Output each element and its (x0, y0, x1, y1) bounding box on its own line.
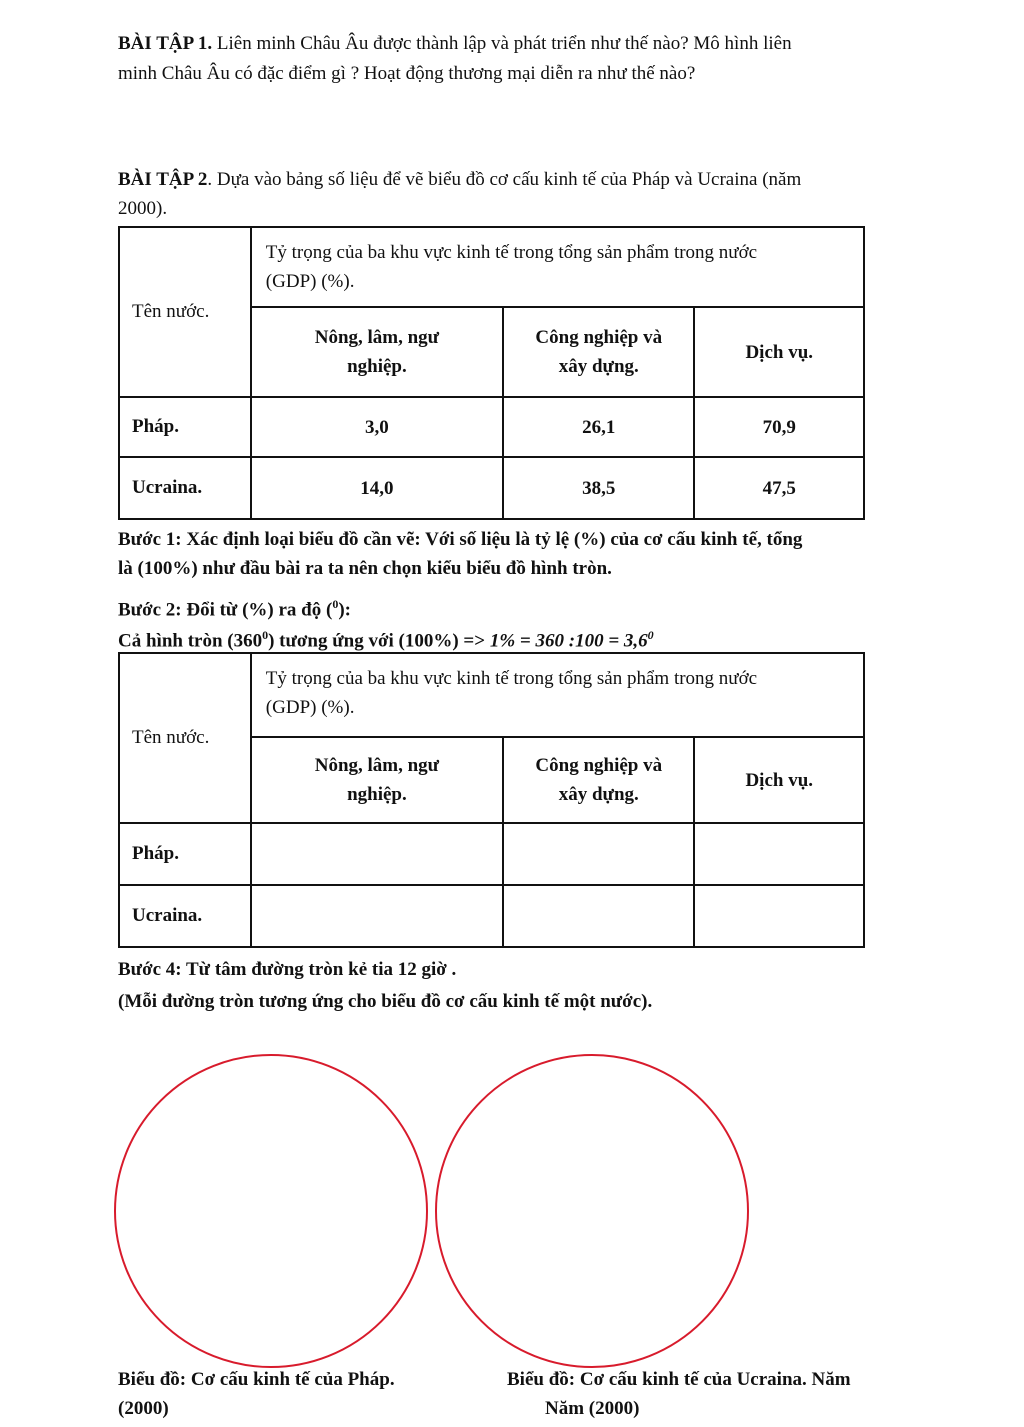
step-1-line-1: Bước 1: Xác định loại biểu đồ cần vẽ: Với số liệu là tỷ lệ (%) của cơ cấu kinh tế, tổng (118, 529, 803, 550)
step-2-end: ): (338, 599, 351, 621)
col-country-header (119, 227, 251, 397)
col-industry-header (503, 737, 694, 823)
industry-line-2: xây dựng. (558, 784, 639, 805)
gdp-header-line-1: Tỷ trọng của ba khu vực kinh tế trong tổng sản phẩm trong nước (265, 668, 758, 689)
col-industry-header (503, 307, 694, 397)
agri-line-1: Nông, lâm, ngư (314, 755, 440, 776)
exercise-1-line-1 (118, 29, 792, 58)
industry-line-1: Công nghiệp và (535, 327, 663, 348)
exercise-2-label: BÀI TẬP 2 (118, 169, 208, 190)
degree-sup: 0 (332, 597, 339, 611)
col-country-label: Tên nước. (132, 301, 210, 322)
ukraine-pie-circle (435, 1054, 749, 1368)
services-value: 47,5 (694, 457, 864, 519)
step-1-line-2: là (100%) như đầu bài ra ta nên chọn kiểu biểu đồ hình tròn. (118, 558, 612, 579)
industry-line-1: Công nghiệp và (535, 755, 663, 776)
col-services-header: Dịch vụ. (694, 307, 864, 397)
services-value: 70,9 (694, 397, 864, 457)
empty-cell (503, 823, 694, 885)
industry-line-2: xây dựng. (558, 356, 639, 377)
agri-line-1: Nông, lâm, ngư (314, 327, 440, 348)
step-2-text: Bước 2: Đổi từ (%) ra độ ( (118, 599, 333, 621)
step-4-line-1: Bước 4: Từ tâm đường tròn kẻ tia 12 giờ . (118, 959, 457, 980)
empty-cell (251, 885, 503, 947)
exercise-1-text: Liên minh Châu Âu được thành lập và phát triển như thế nào? Mô hình liên (212, 33, 792, 54)
gdp-header-line-1: Tỷ trọng của ba khu vực kinh tế trong tổng sản phẩm trong nước (265, 242, 758, 263)
ukraine-caption-line-2: Năm (2000) (545, 1398, 640, 1419)
empty-cell (251, 823, 503, 885)
degree-table (118, 652, 865, 948)
gdp-header (251, 227, 864, 307)
gdp-header (251, 653, 864, 737)
table-row (119, 457, 864, 519)
country-cell: Ucraina. (119, 457, 251, 519)
exercise-1-line-2: minh Châu Âu có đặc điểm gì ? Hoạt động thương mại diễn ra như thế nào? (118, 63, 696, 84)
full-circle-text: Cả hình tròn (360 (118, 630, 263, 652)
france-caption-line-1: Biểu đồ: Cơ cấu kinh tế của Pháp. (118, 1369, 395, 1390)
conversion-formula: 1% = 360 :100 = 3,6 (489, 630, 648, 652)
agri-line-2: nghiệp. (347, 356, 407, 377)
step-4-line-2: (Mỗi đường tròn tương ứng cho biểu đồ cơ cấu kinh tế một nước). (118, 991, 653, 1012)
table-row (119, 397, 864, 457)
col-agri-header (251, 737, 503, 823)
industry-value: 26,1 (503, 397, 694, 457)
exercise-1-label: BÀI TẬP 1. (118, 33, 213, 54)
agri-line-2: nghiệp. (347, 784, 407, 805)
col-country-header (119, 653, 251, 823)
ukraine-caption-line-1: Biểu đồ: Cơ cấu kinh tế của Ucraina. Năm (507, 1369, 851, 1390)
table-row (119, 823, 864, 885)
full-circle-line (118, 621, 654, 655)
france-caption-line-2: (2000) (118, 1398, 169, 1419)
country-cell: Pháp. (119, 397, 251, 457)
gdp-header-line-2: (GDP) (%). (265, 271, 355, 292)
table-row (119, 885, 864, 947)
col-services-header: Dịch vụ. (694, 737, 864, 823)
col-agri-header (251, 307, 503, 397)
gdp-header-line-2: (GDP) (%). (265, 697, 355, 718)
full-circle-mid: ) tương ứng với (100%) => (268, 630, 490, 652)
industry-value: 38,5 (503, 457, 694, 519)
exercise-2-text: . Dựa vào bảng số liệu để vẽ biểu đồ cơ cấu kinh tế của Pháp và Ucraina (năm (207, 169, 802, 190)
step-2 (118, 590, 351, 624)
country-cell: Ucraina. (119, 885, 251, 947)
empty-cell (694, 885, 864, 947)
col-country-label: Tên nước. (132, 727, 210, 748)
gdp-table (118, 226, 865, 520)
france-pie-circle (114, 1054, 428, 1368)
degree-sup: 0 (647, 628, 654, 642)
agri-value: 14,0 (251, 457, 503, 519)
degree-sup: 0 (262, 628, 269, 642)
exercise-2-line-2: 2000). (118, 198, 168, 219)
empty-cell (503, 885, 694, 947)
agri-value: 3,0 (251, 397, 503, 457)
country-cell: Pháp. (119, 823, 251, 885)
exercise-2-line-1 (118, 165, 801, 194)
empty-cell (694, 823, 864, 885)
